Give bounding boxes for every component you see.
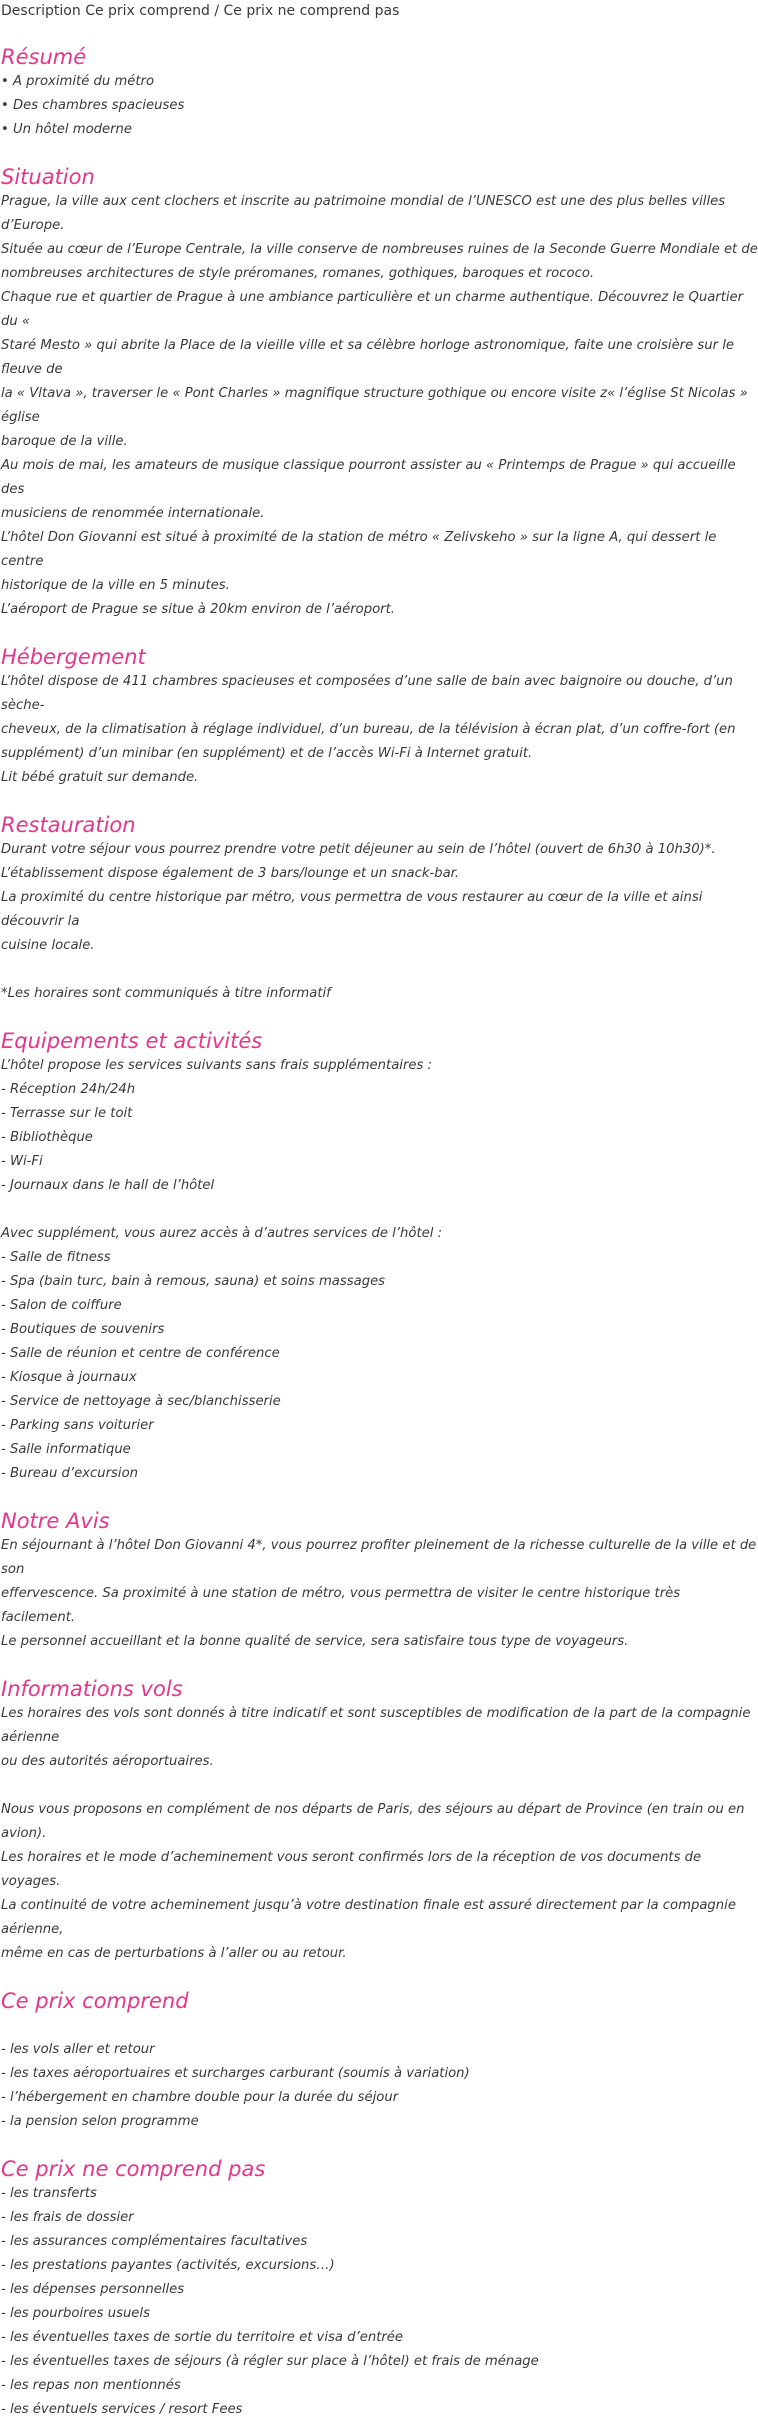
section-title-equipements: Equipements et activités — [1, 1029, 263, 1053]
section-title-hebergement: Hébergement — [1, 645, 146, 669]
section-comprend — [1, 1988, 758, 2134]
section-title-restauration: Restauration — [1, 813, 136, 837]
text-line: La continuité de votre acheminement jusqu’à votre destination finale est assuré directement par la compagnie aérienne, — [1, 1898, 736, 1937]
text-line: L’établissement dispose également de 3 bars/lounge et un snack-bar. — [1, 866, 460, 881]
text-line: Les horaires des vols sont donnés à titre indicatif et sont susceptibles de modification de la part de la compagnie aérienne — [1, 1706, 751, 1745]
list-item: - Salon de coiffure — [1, 1298, 122, 1313]
text-line: nombreuses architectures de style préromanes, romanes, gothiques, baroques et rococo. — [1, 266, 595, 281]
tab-description[interactable]: Description — [1, 3, 81, 19]
text-line: La proximité du centre historique par métro, vous permettra de vous restaurer au cœur de la ville et ainsi découvrir la — [1, 890, 703, 929]
text-line: musiciens de renommée internationale. — [1, 506, 265, 521]
list-item: - la pension selon programme — [1, 2114, 199, 2129]
text-line: Le personnel accueillant et la bonne qualité de service, sera satisfaire tous type de voyageurs. — [1, 1634, 629, 1649]
equipements-intro-free: L’hôtel propose les services suivants sans frais supplémentaires : — [1, 1058, 432, 1073]
list-item: • Des chambres spacieuses — [1, 98, 185, 113]
list-item: - Terrasse sur le toit — [1, 1106, 133, 1121]
list-item: - Boutiques de souvenirs — [1, 1322, 165, 1337]
list-item: - les assurances complémentaires facultatives — [1, 2234, 308, 2249]
comprend-list — [1, 2014, 758, 2134]
text-line: Staré Mesto » qui abrite la Place de la vieille ville et sa célèbre horloge astronomique, faite une croisière sur le fleuve de — [1, 338, 735, 377]
list-item: - Spa (bain turc, bain à remous, sauna) et soins massages — [1, 1274, 386, 1289]
text-line: L’hôtel Don Giovanni est situé à proximité de la station de métro « Zelivskeho » sur la ligne A, qui dessert le centre — [1, 530, 717, 569]
list-item: - Service de nettoyage à sec/blanchisserie — [1, 1394, 281, 1409]
section-title-comprend: Ce prix comprend — [1, 1989, 189, 2013]
list-item: - les éventuels services / resort Fees — [1, 2402, 243, 2417]
text-line: baroque de la ville. — [1, 434, 128, 449]
list-item: • A proximité du métro — [1, 74, 155, 89]
text-line: L’aéroport de Prague se situe à 20km environ de l’aéroport. — [1, 602, 395, 617]
tab-bar — [1, 0, 758, 20]
section-title-situation: Situation — [1, 165, 95, 189]
section-vols — [1, 1676, 758, 1966]
section-title-resume: Résumé — [1, 45, 87, 69]
text-line: même en cas de perturbations à l’aller ou au retour. — [1, 1946, 347, 1961]
list-item: - les vols aller et retour — [1, 2042, 155, 2057]
text-line: L’hôtel dispose de 411 chambres spacieuses et composées d’une salle de bain avec baignoire ou douche, d’un sèche- — [1, 674, 733, 713]
text-line: cuisine locale. — [1, 938, 95, 953]
text-line: Chaque rue et quartier de Prague à une ambiance particulière et un charme authentique. Découvrez le Quartier du « — [1, 290, 744, 329]
text-line: Les horaires et le mode d’acheminement vous seront confirmés lors de la réception de vos documents de voyages. — [1, 1850, 702, 1889]
text-line: En séjournant à l’hôtel Don Giovanni 4*, vous pourrez profiter pleinement de la richesse culturelle de la ville et de son — [1, 1538, 757, 1577]
list-item: - Bureau d’excursion — [1, 1466, 138, 1481]
text-line: Durant votre séjour vous pourrez prendre votre petit déjeuner au sein de l’hôtel (ouvert de 6h30 à 10h30)*. — [1, 842, 716, 857]
section-title-vols: Informations vols — [1, 1677, 183, 1701]
list-item: - Salle informatique — [1, 1442, 131, 1457]
text-line: Lit bébé gratuit sur demande. — [1, 770, 199, 785]
list-item: - les éventuelles taxes de séjours (à régler sur place à l’hôtel) et frais de ménage — [1, 2354, 539, 2369]
section-hebergement — [1, 644, 758, 790]
tab-excludes[interactable]: Ce prix ne comprend pas — [223, 3, 400, 19]
restauration-note: *Les horaires sont communiqués à titre informatif — [1, 986, 331, 1001]
section-situation — [1, 164, 758, 622]
avis-text — [1, 1534, 758, 1654]
section-title-ne-comprend: Ce prix ne comprend pas — [1, 2157, 266, 2181]
list-item: - Bibliothèque — [1, 1130, 93, 1145]
restauration-text — [1, 838, 758, 1006]
section-equipements — [1, 1028, 758, 1486]
tab-separator: / — [214, 3, 220, 19]
list-item: - les prestations payantes (activités, excursions…) — [1, 2258, 335, 2273]
text-line: effervescence. Sa proximité à une station de métro, vous permettra de visiter le centre historique très facilement. — [1, 1586, 681, 1625]
list-item: - les dépenses personnelles — [1, 2282, 185, 2297]
list-item: - Réception 24h/24h — [1, 1082, 136, 1097]
text-line: historique de la ville en 5 minutes. — [1, 578, 230, 593]
text-line: Prague, la ville aux cent clochers et inscrite au patrimoine mondial de l’UNESCO est une des plus belles villes d’Europe. — [1, 194, 726, 233]
list-item: - Journaux dans le hall de l’hôtel — [1, 1178, 215, 1193]
list-item: - Wi-Fi — [1, 1154, 43, 1169]
text-line: Au mois de mai, les amateurs de musique classique pourront assister au « Printemps de Prague » qui accueille des — [1, 458, 736, 497]
text-line: Nous vous proposons en complément de nos départs de Paris, des séjours au départ de Province (en train ou en avion). — [1, 1802, 745, 1841]
list-item: - Salle de fitness — [1, 1250, 111, 1265]
list-item: - l’hébergement en chambre double pour la durée du séjour — [1, 2090, 399, 2105]
list-item: - Parking sans voiturier — [1, 1418, 154, 1433]
section-resume — [1, 44, 758, 142]
equipements-intro-paid: Avec supplément, vous aurez accès à d’autres services de l’hôtel : — [1, 1226, 443, 1241]
list-item: - Salle de réunion et centre de conférence — [1, 1346, 280, 1361]
hebergement-text — [1, 670, 758, 790]
list-item: • Un hôtel moderne — [1, 122, 133, 137]
list-item: - Kiosque à journaux — [1, 1370, 137, 1385]
text-line: Située au cœur de l’Europe Centrale, la ville conserve de nombreuses ruines de la Seconde Guerre Mondiale et de — [1, 242, 758, 257]
vols-text — [1, 1702, 758, 1966]
text-line: ou des autorités aéroportuaires. — [1, 1754, 214, 1769]
list-item: - les frais de dossier — [1, 2210, 134, 2225]
list-item: - les éventuelles taxes de sortie du territoire et visa d’entrée — [1, 2330, 404, 2345]
section-restauration — [1, 812, 758, 1006]
text-line: la « Vltava », traverser le « Pont Charles » magnifique structure gothique ou encore visite z« l’église St Nicolas » église — [1, 386, 748, 425]
tab-includes[interactable]: Ce prix comprend — [85, 3, 210, 19]
section-avis — [1, 1508, 758, 1654]
list-item: - les repas non mentionnés — [1, 2378, 181, 2393]
list-item: - les taxes aéroportuaires et surcharges carburant (soumis à variation) — [1, 2066, 470, 2081]
equipements-text — [1, 1054, 758, 1486]
list-item: - les transferts — [1, 2186, 97, 2201]
text-line: supplément) d’un minibar (en supplément) et de l’accès Wi-Fi à Internet gratuit. — [1, 746, 533, 761]
section-title-avis: Notre Avis — [1, 1509, 110, 1533]
ne-comprend-list — [1, 2182, 758, 2422]
text-line: cheveux, de la climatisation à réglage individuel, d’un bureau, de la télévision à écran plat, d’un coffre-fort (en — [1, 722, 736, 737]
situation-text — [1, 190, 758, 622]
resume-list — [1, 70, 758, 142]
section-ne-comprend — [1, 2156, 758, 2422]
list-item: - les pourboires usuels — [1, 2306, 150, 2321]
